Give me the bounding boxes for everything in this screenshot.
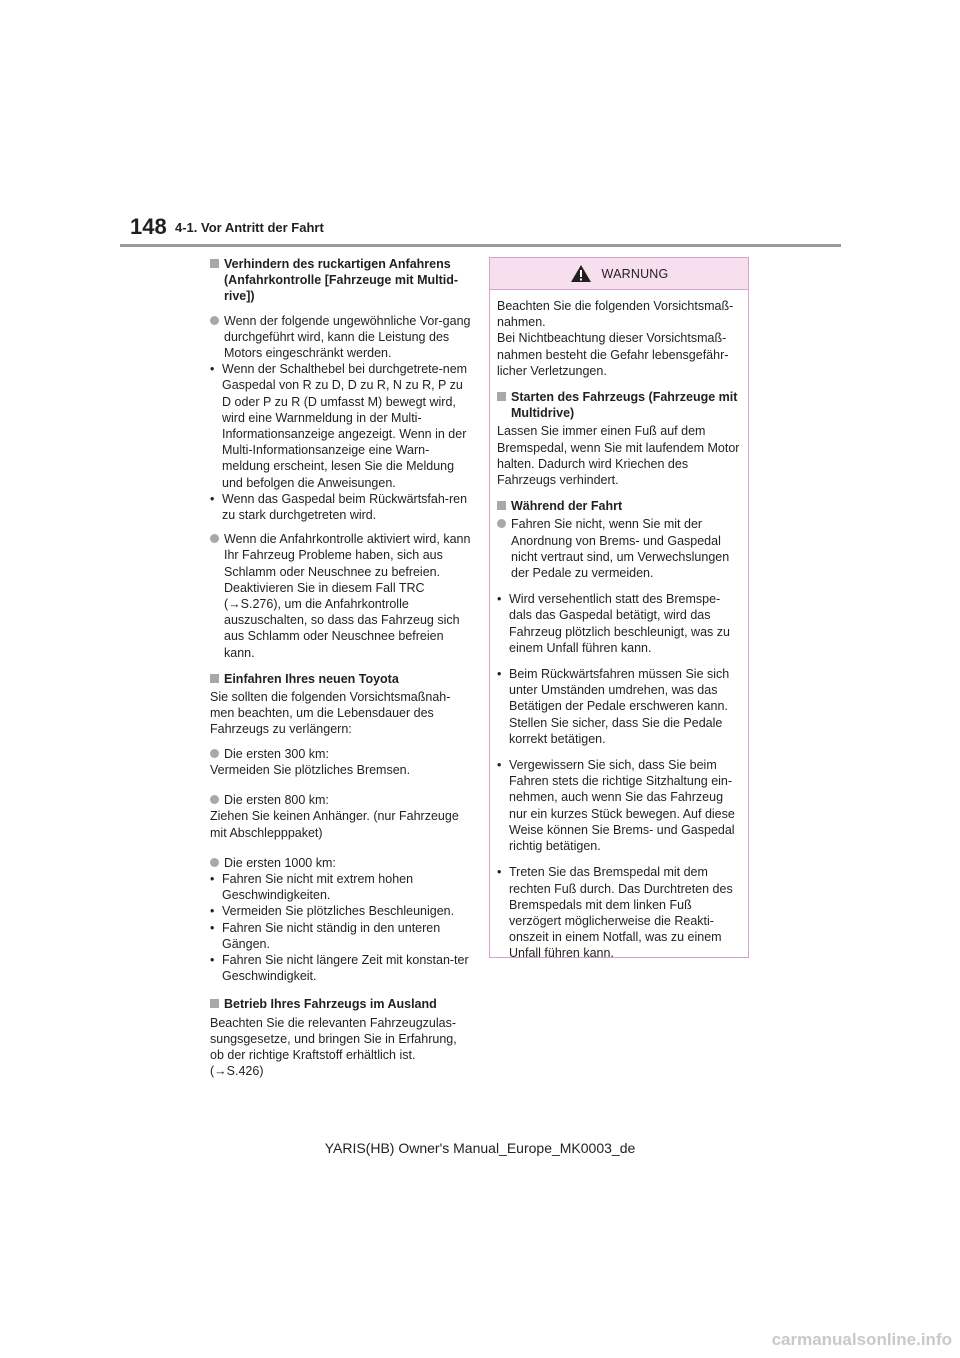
circle-bullet-icon [497, 519, 506, 528]
bullet-dot: • [497, 758, 502, 773]
square-bullet-icon [210, 674, 219, 683]
list-item [210, 313, 472, 362]
bullet-dot: • [210, 920, 215, 935]
heading-abroad [210, 996, 472, 1012]
warning-heading-driving [497, 498, 740, 514]
heading-jerky-start [210, 256, 472, 305]
circle-bullet-icon [210, 749, 219, 758]
circle-bullet-icon [210, 795, 219, 804]
paragraph: Beachten Sie die relevanten Fahrzeugzulas-sungsgesetze, und bringen Sie in Erfahrung, ob der richtige Kraftstoff erhältlich ist. (→S.426) [210, 1015, 457, 1079]
heading-text: Starten des Fahrzeugs (Fahrzeuge mit Multidrive) [511, 390, 738, 421]
sub-bullet [497, 757, 740, 854]
sub-bullet [210, 361, 472, 491]
sub-bullet-text: Wenn der Schalthebel bei durchgetrete-nem Gaspedal von R zu D, D zu R, N zu R, P zu D oder P zu R (D umfasst M) bewegt wird, wird eine Warnmeldung in der Multi-Informationsanzeige angezeigt. Wenn in der Multi-Informationsanzeige eine Warn-meldung erscheint, lesen Sie die Meldung und befolgen die Anweisungen. [222, 362, 468, 490]
warning-title: WARNUNG [601, 266, 669, 281]
paragraph: Ziehen Sie keinen Anhänger. (nur Fahrzeuge [210, 809, 459, 824]
sub-bullet [210, 871, 472, 903]
sub-bullet-text: Vermeiden Sie plötzliches Beschleunigen. [222, 904, 455, 919]
sub-bullet-text: Vergewissern Sie sich, dass Sie beim Fahren stets die richtige Sitzhaltung ein-nehmen, auch wenn Sie das Fahrzeug nur ein kurzes Stück bewegen. Auf diese Weise können Sie Brems- und Gaspedal richtig betätigen. [509, 758, 735, 854]
warning-body [490, 290, 748, 962]
sub-bullet [497, 666, 740, 747]
sub-bullet-text: Fahren Sie nicht ständig in den unteren Gängen. [222, 920, 441, 951]
paragraph: Vermeiden Sie plötzliches Bremsen. [210, 762, 411, 777]
list-item [210, 855, 472, 871]
sub-bullet [210, 952, 472, 984]
paragraph: Lassen Sie immer einen Fuß auf dem Bremspedal, wenn Sie mit laufendem Motor halten. Dadurch wird Kriechen des Fahrzeugs verhindert. [497, 424, 740, 488]
square-bullet-icon [497, 501, 506, 510]
sub-bullet [497, 591, 740, 656]
left-column [210, 256, 472, 1079]
warning-intro: Beachten Sie die folgenden Vorsichtsmaß-nahmen. [497, 299, 734, 330]
sub-bullet [210, 920, 472, 952]
bullet-dot: • [497, 667, 502, 682]
heading-text: Betrieb Ihres Fahrzeugs im Ausland [224, 997, 437, 1012]
paragraph: mit Abschlepppaket) [210, 825, 323, 840]
bullet-dot: • [210, 491, 215, 506]
circle-bullet-icon [210, 316, 219, 325]
circle-bullet-icon [210, 534, 219, 543]
sub-bullet-text: Fahren Sie nicht längere Zeit mit konstan-ter Geschwindigkeit. [222, 952, 469, 984]
paragraph: Sie sollten die folgenden Vorsichtsmaßnah-men beachten, um die Lebensdauer des Fahrzeugs zu verlängern: [210, 690, 451, 737]
warning-box [489, 257, 749, 961]
square-bullet-icon [210, 259, 219, 268]
bullet-dot: • [497, 865, 502, 880]
watermark: carmanualsonline.info [771, 1330, 952, 1349]
square-bullet-icon [210, 999, 219, 1008]
square-bullet-icon [497, 392, 506, 401]
section-title: 4-1. Vor Antritt der Fahrt [175, 220, 324, 235]
warning-triangle-icon [570, 264, 592, 283]
sub-bullet [497, 864, 740, 961]
header-rule [120, 244, 841, 247]
heading-text: Verhindern des ruckartigen Anfahrens (Anfahrkontrolle [Fahrzeuge mit Multid-rive]) [224, 257, 459, 304]
bullet-dot: • [210, 904, 215, 919]
bullet-dot: • [210, 871, 215, 886]
warning-header [490, 258, 748, 290]
list-item-text: Die ersten 300 km: [224, 746, 329, 761]
list-item [210, 531, 472, 661]
page-number: 148 [130, 214, 167, 239]
sub-bullet [210, 903, 472, 919]
heading-text: Während der Fahrt [511, 499, 623, 514]
heading-text: Einfahren Ihres neuen Toyota [224, 671, 399, 686]
sub-bullet-text: Treten Sie das Bremspedal mit dem rechten Fuß durch. Das Durchtreten des Bremspedals mit dem linken Fuß verzögert möglicherweise die Reakti-onszeit in einem Notfall, was zu einem Unfall führen kann. [509, 865, 733, 961]
sub-bullet-text: Wird versehentlich statt des Bremspe-dals das Gaspedal betätigt, wird das Fahrzeug plötzlich beschleunigt, was zu einem Unfall führen kann. [509, 592, 730, 655]
bullet-dot: • [210, 362, 215, 377]
sub-bullet [210, 491, 472, 523]
circle-bullet-icon [210, 858, 219, 867]
list-item-text: Wenn der folgende ungewöhnliche Vor-gang durchgeführt wird, kann die Leistung des Motors eingeschränkt werden. [224, 313, 471, 361]
sub-bullet-text: Fahren Sie nicht mit extrem hohen Geschwindigkeiten. [222, 871, 414, 903]
list-item [210, 792, 472, 808]
bullet-dot: • [497, 592, 502, 607]
footer-text: YARIS(HB) Owner's Manual_Europe_MK0003_de [324, 1140, 636, 1156]
list-item-text: Wenn die Anfahrkontrolle aktiviert wird, kann Ihr Fahrzeug Probleme haben, sich aus Schlamm oder Neuschnee zu befreien. Deaktivieren Sie in diesem Fall TRC (→S.276), um die Anfahrkontrolle auszuschalten, so dass das Fahrzeug sich aus Schlamm oder Neuschnee befreien kann. [224, 532, 471, 660]
heading-break-in [210, 671, 472, 687]
sub-bullet-text: Beim Rückwärtsfahren müssen Sie sich unter Umständen umdrehen, was das Betätigen der Pedale erschweren kann. Stellen Sie sicher, dass Sie die Pedale korrekt betätigen. [509, 667, 730, 746]
list-item [497, 516, 740, 581]
warning-intro: Bei Nichtbeachtung dieser Vorsichtsmaß-nahmen besteht die Gefahr lebensgefähr-licher Verletzungen. [497, 331, 729, 378]
list-item-text: Die ersten 800 km: [224, 793, 329, 808]
warning-heading-start [497, 389, 740, 421]
list-item-text: Fahren Sie nicht, wenn Sie mit der Anordnung von Brems- und Gaspedal nicht vertraut sind, um Verwechslungen der Pedale zu vermeiden. [511, 517, 730, 581]
bullet-dot: • [210, 952, 215, 967]
list-item-text: Die ersten 1000 km: [224, 855, 336, 870]
sub-bullet-text: Wenn das Gaspedal beim Rückwärtsfah-ren zu stark durchgetreten wird. [222, 491, 468, 523]
list-item [210, 746, 472, 762]
